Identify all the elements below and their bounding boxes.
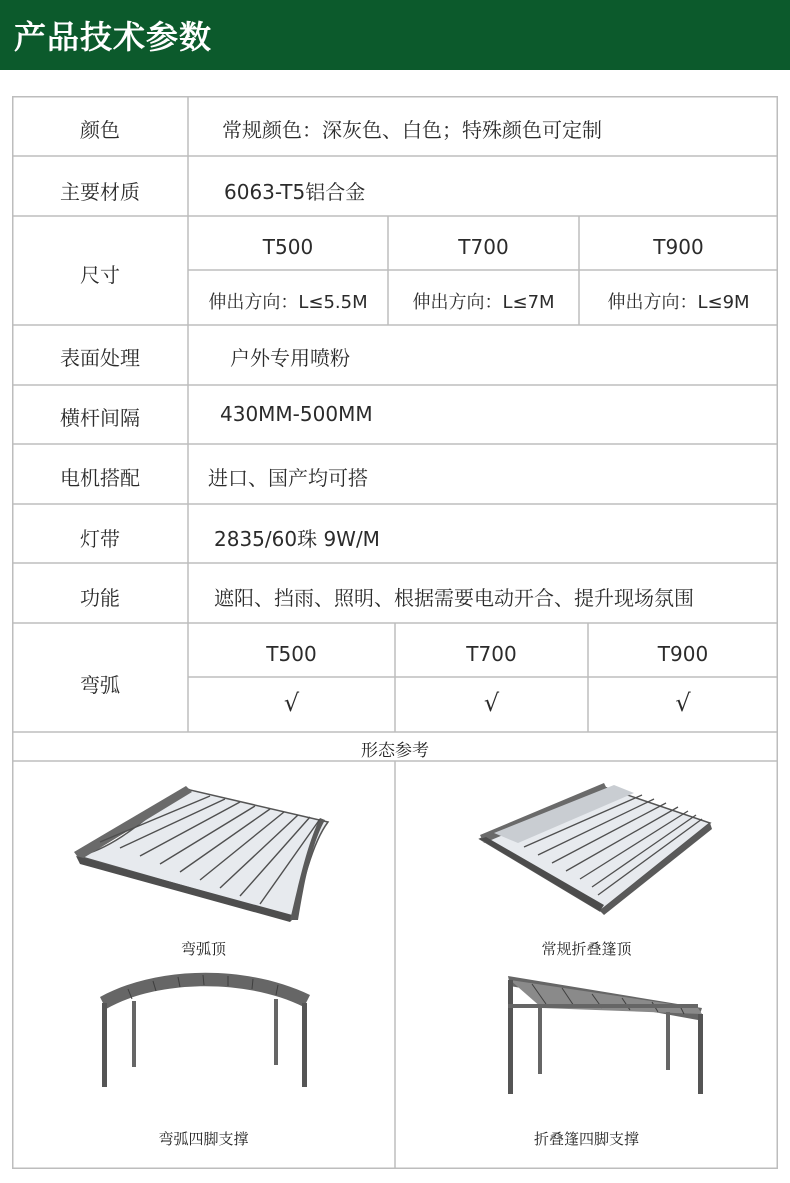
page-title: 产品技术参数 — [14, 18, 213, 56]
arc-check-t500: √ — [283, 689, 300, 717]
arc-label: 弯弧 — [80, 673, 120, 697]
color-label: 颜色 — [80, 118, 120, 142]
arc-model-t700: T700 — [466, 642, 517, 666]
header-banner — [0, 0, 790, 70]
caption-flat-folding-roof: 常规折叠篷顶 — [541, 940, 632, 958]
size-model-t500: T500 — [262, 235, 314, 259]
arc-model-t900: T900 — [657, 642, 709, 666]
spacing-value: 430MM-500MM — [220, 402, 373, 426]
spec-table — [12, 96, 778, 1169]
caption-curved-four-leg: 弯弧四脚支撑 — [158, 1130, 249, 1148]
material-label: 主要材质 — [60, 180, 140, 204]
size-extension-t700: 伸出方向：L≤7M — [412, 292, 555, 313]
function-label: 功能 — [80, 586, 120, 610]
curved-four-leg-pergola-image — [98, 969, 313, 1089]
color-value: 常规颜色：深灰色、白色；特殊颜色可定制 — [222, 118, 602, 142]
size-extension-t900: 伸出方向：L≤9M — [607, 292, 750, 313]
material-value: 6063-T5铝合金 — [224, 180, 366, 204]
motor-value: 进口、国产均可搭 — [208, 466, 368, 490]
flat-folding-roof-image — [474, 779, 714, 919]
size-model-t700: T700 — [458, 235, 509, 259]
size-model-t900: T900 — [653, 235, 704, 259]
caption-folding-four-leg: 折叠篷四脚支撑 — [533, 1130, 639, 1148]
size-label: 尺寸 — [80, 263, 120, 287]
arc-check-t700: √ — [483, 689, 500, 717]
folding-four-leg-pergola-image — [502, 974, 712, 1096]
surface-label: 表面处理 — [60, 346, 140, 370]
motor-label: 电机搭配 — [60, 466, 140, 490]
reference-title: 形态参考 — [361, 741, 429, 761]
light-label: 灯带 — [80, 527, 120, 551]
size-extension-t500: 伸出方向：L≤5.5M — [208, 292, 368, 313]
surface-value: 户外专用喷粉 — [230, 346, 350, 370]
arc-check-t900: √ — [675, 689, 691, 717]
arc-model-t500: T500 — [266, 642, 317, 666]
caption-curved-roof: 弯弧顶 — [180, 940, 226, 958]
light-value: 2835/60珠 9W/M — [214, 527, 380, 551]
function-value: 遮阳、挡雨、照明、根据需要电动开合、提升现场氛围 — [214, 586, 694, 610]
curved-roof-image — [70, 786, 335, 926]
spacing-label: 横杆间隔 — [60, 406, 140, 430]
